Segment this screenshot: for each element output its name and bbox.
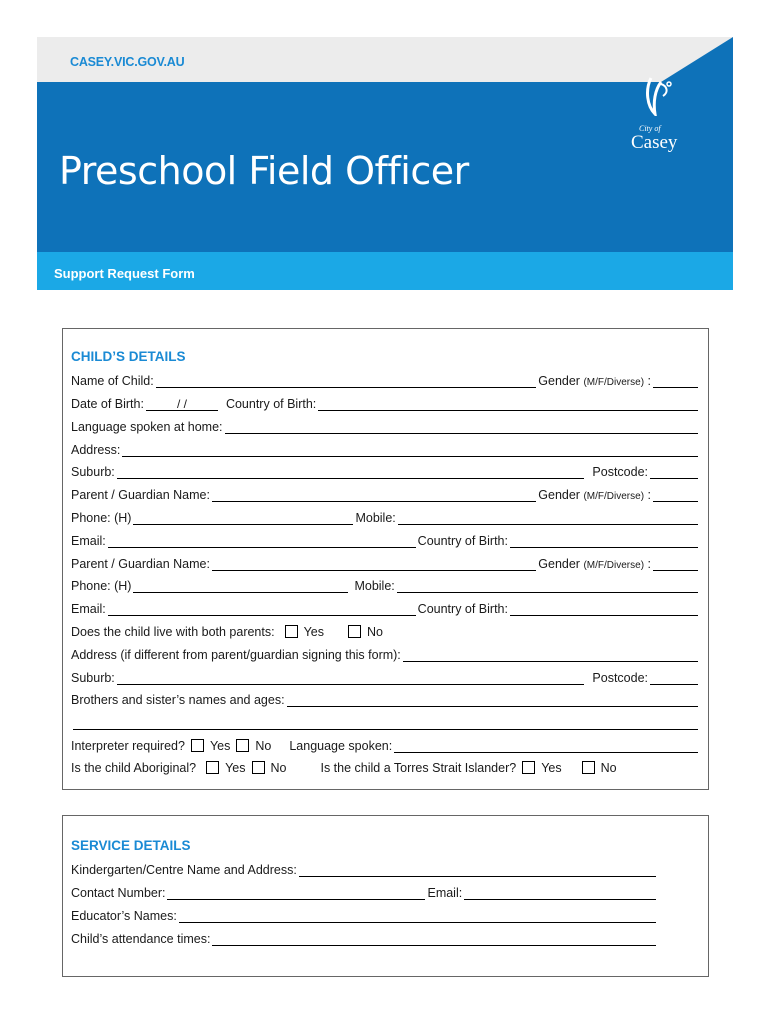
row-parent1 [71,486,700,502]
torres-no-label: No [600,761,617,775]
service-email-label: Email: [427,886,463,900]
both-parents-yes-label: Yes [303,625,324,639]
site-url: CASEY.VIC.GOV.AU [70,55,185,69]
hero-banner [37,82,733,252]
service-details-section [62,815,709,977]
casey-logo [631,72,691,162]
service-email-field[interactable] [464,887,656,900]
row-address-diff [71,646,700,662]
email1-label: Email: [71,534,106,548]
parent1-name-field[interactable] [212,489,536,502]
torres-yes-label: Yes [541,761,562,775]
parent1-label: Parent / Guardian Name: [71,488,210,502]
gender-options: (M/F/Diverse) [583,377,645,388]
mobile2-label: Mobile: [354,579,395,593]
row-email2 [71,600,700,616]
row-siblings [71,691,700,707]
both-parents-yes-checkbox[interactable] [285,625,298,638]
suburb-label: Suburb: [71,465,115,479]
language-spoken-field[interactable] [394,740,698,753]
dob-field[interactable] [146,398,218,411]
siblings-field-line2[interactable] [73,717,698,730]
postcode-label: Postcode: [592,465,648,479]
parent1-gender-options: (M/F/Diverse) [583,491,645,502]
language-field[interactable] [225,421,698,434]
suburb2-label: Suburb: [71,671,115,685]
parent2-gender-colon: : [647,557,651,571]
interpreter-no-checkbox[interactable] [236,739,249,752]
parent2-name-field[interactable] [212,558,536,571]
row-contact [71,884,658,900]
attendance-field[interactable] [212,933,656,946]
centre-field[interactable] [299,864,656,877]
phone1-field[interactable] [133,512,353,525]
interpreter-no-label: No [255,739,272,753]
contact-field[interactable] [167,887,425,900]
top-bar [37,37,733,82]
aboriginal-yes-label: Yes [225,761,246,775]
row-attendance [71,930,658,946]
row-interpreter [71,737,700,753]
parent2-gender-label: Gender [538,557,580,571]
sub-bar [37,252,733,290]
gender-colon: : [647,374,651,388]
suburb-field[interactable] [117,466,585,479]
country-field[interactable] [318,398,698,411]
educators-field[interactable] [179,910,656,923]
row-phone2 [71,577,700,593]
email2-field[interactable] [108,603,416,616]
row-parent2 [71,555,700,571]
interpreter-label: Interpreter required? [71,739,185,753]
row-aboriginal [71,759,700,775]
parent1-gender-colon: : [647,488,651,502]
row-siblings-extra [71,714,700,730]
row-educators [71,907,658,923]
leaf-icon [643,76,679,116]
logo-city-of: City of [639,124,661,133]
country2-field[interactable] [510,603,698,616]
parent2-gender-field[interactable] [653,558,698,571]
address-diff-label: Address (if different from parent/guardian signing this form): [71,648,401,662]
language-spoken-label: Language spoken: [289,739,393,753]
row-both-parents [71,623,700,639]
logo-casey: Casey [631,132,678,153]
aboriginal-label: Is the child Aboriginal? [71,761,197,775]
mobile2-field[interactable] [397,580,698,593]
language-label: Language spoken at home: [71,420,223,434]
gender-label: Gender [538,374,580,388]
torres-no-checkbox[interactable] [582,761,595,774]
parent1-gender-field[interactable] [653,489,698,502]
torres-label: Is the child a Torres Strait Islander? [320,761,517,775]
address-diff-field[interactable] [403,649,698,662]
both-parents-no-label: No [367,625,383,639]
both-parents-label: Does the child live with both parents: [71,625,275,639]
attendance-label: Child’s attendance times: [71,932,211,946]
childs-details-section [62,328,709,790]
postcode2-field[interactable] [650,672,698,685]
dob-label: Date of Birth: [71,397,144,411]
dob-slashes: / / [176,397,187,411]
row-dob [71,395,700,411]
mobile1-field[interactable] [398,512,698,525]
country-label: Country of Birth: [225,397,317,411]
country2-label: Country of Birth: [417,602,508,616]
contact-label: Contact Number: [71,886,166,900]
siblings-field[interactable] [287,694,698,707]
phone1-label: Phone: (H) [71,511,132,525]
row-suburb2 [71,669,700,685]
address-label: Address: [71,443,121,457]
educators-label: Educator’s Names: [71,909,177,923]
row-email1 [71,532,700,548]
both-parents-no-checkbox[interactable] [348,625,361,638]
page-title: Preschool Field Officer [59,149,469,193]
row-address [71,441,700,457]
email2-label: Email: [71,602,106,616]
email1-field[interactable] [108,535,416,548]
service-details-title: SERVICE DETAILS [71,838,191,853]
interpreter-yes-label: Yes [209,739,231,753]
mobile1-label: Mobile: [355,511,396,525]
aboriginal-yes-checkbox[interactable] [206,761,219,774]
interpreter-yes-checkbox[interactable] [191,739,204,752]
child-name-field[interactable] [156,375,537,388]
aboriginal-no-label: No [270,761,287,775]
childs-details-title: CHILD’S DETAILS [71,349,186,364]
country1-field[interactable] [510,535,698,548]
parent2-gender-options: (M/F/Diverse) [583,560,645,571]
aboriginal-no-checkbox[interactable] [252,761,265,774]
row-language [71,418,700,434]
parent2-label: Parent / Guardian Name: [71,557,210,571]
row-name [71,372,700,388]
form-subtitle: Support Request Form [54,266,195,281]
torres-yes-checkbox[interactable] [522,761,535,774]
phone2-field[interactable] [133,580,348,593]
child-gender-field[interactable] [653,375,698,388]
name-label: Name of Child: [71,374,154,388]
siblings-label: Brothers and sister’s names and ages: [71,693,285,707]
parent1-gender-label: Gender [538,488,580,502]
row-phone1 [71,509,700,525]
postcode2-label: Postcode: [592,671,648,685]
phone2-label: Phone: (H) [71,579,132,593]
country1-label: Country of Birth: [417,534,508,548]
row-centre [71,861,658,877]
row-suburb [71,463,700,479]
postcode-field[interactable] [650,466,698,479]
suburb2-field[interactable] [117,672,585,685]
address-field[interactable] [122,444,698,457]
centre-label: Kindergarten/Centre Name and Address: [71,863,297,877]
